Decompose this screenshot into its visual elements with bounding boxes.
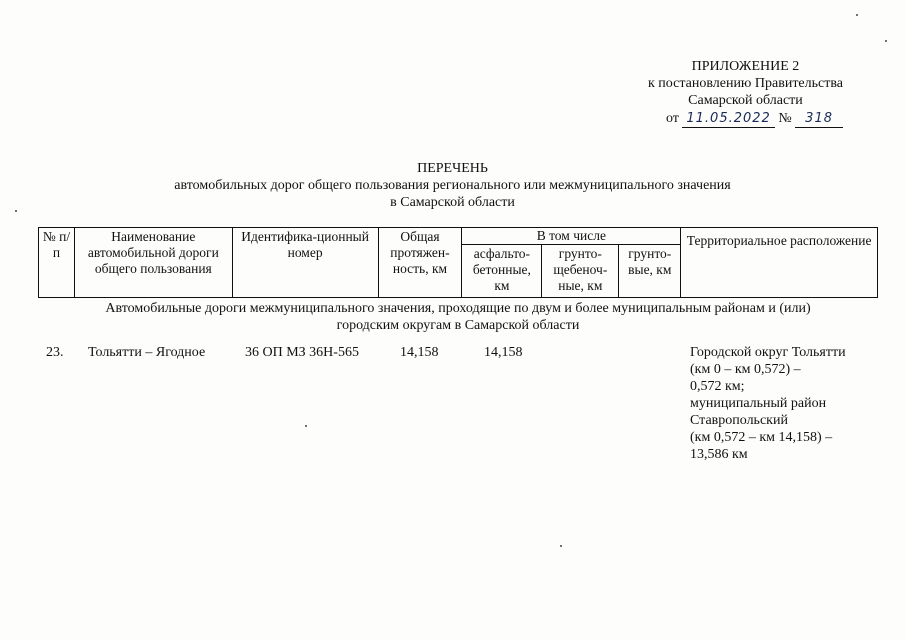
header-dirt: грунто-вые, км <box>619 245 681 298</box>
territory-line: Ставропольский <box>690 413 788 428</box>
row-num: 23. <box>46 345 64 360</box>
header-num: № п/п <box>39 228 75 298</box>
row-territory <box>690 344 870 463</box>
territory-line: муниципальный район <box>690 396 827 411</box>
number-handwritten: 318 <box>795 110 843 128</box>
scan-speck <box>856 14 858 16</box>
section-line-1: Автомобильные дороги межмуниципального значения, проходящие по двум и более муниципальным районам и (или) <box>105 301 811 316</box>
appendix-signature-line <box>648 110 843 128</box>
territory-line: 0,572 км; <box>690 379 745 394</box>
header-including: В том числе <box>462 228 681 245</box>
section-line-2: городским округам в Самарской области <box>336 318 580 333</box>
title-line-1: ПЕРЕЧЕНЬ <box>417 161 488 176</box>
row-name: Тольятти – Ягодное <box>88 345 206 360</box>
appendix-title: ПРИЛОЖЕНИЕ 2 <box>691 59 800 74</box>
appendix-line-2: Самарской области <box>688 93 803 108</box>
title-line-2: автомобильных дорог общего пользования регионального или межмуниципального значения <box>174 178 731 193</box>
scan-speck <box>15 210 17 212</box>
header-length: Общая протяжен-ность, км <box>378 228 462 298</box>
row-id: 36 ОП МЗ 36Н-565 <box>245 345 359 360</box>
header-id: Идентифика-ционный номер <box>232 228 378 298</box>
roads-table-header <box>38 227 878 298</box>
header-gravel: грунто-щебеноч-ные, км <box>542 245 619 298</box>
date-prefix: от <box>665 111 679 126</box>
scan-speck <box>305 425 307 427</box>
territory-line: Городской округ Тольятти <box>690 345 846 360</box>
date-handwritten: 11.05.2022 <box>682 110 774 128</box>
title-line-3: в Самарской области <box>390 195 515 210</box>
header-name: Наименование автомобильной дороги общего пользования <box>74 228 232 298</box>
number-prefix: № <box>778 111 792 126</box>
territory-line: (км 0,572 – км 14,158) – <box>690 430 833 445</box>
scan-speck <box>885 40 887 42</box>
header-asphalt: асфальто-бетонные, км <box>462 245 542 298</box>
section-heading <box>38 300 878 334</box>
row-length: 14,158 <box>400 345 439 360</box>
territory-line: (км 0 – км 0,572) – <box>690 362 801 377</box>
document-title <box>0 160 905 211</box>
scan-speck <box>560 545 562 547</box>
header-territory: Территориальное расположение <box>681 228 878 298</box>
appendix-block <box>648 58 843 128</box>
territory-line: 13,586 км <box>690 447 748 462</box>
row-asphalt: 14,158 <box>484 345 523 360</box>
appendix-line-1: к постановлению Правительства <box>647 76 843 91</box>
